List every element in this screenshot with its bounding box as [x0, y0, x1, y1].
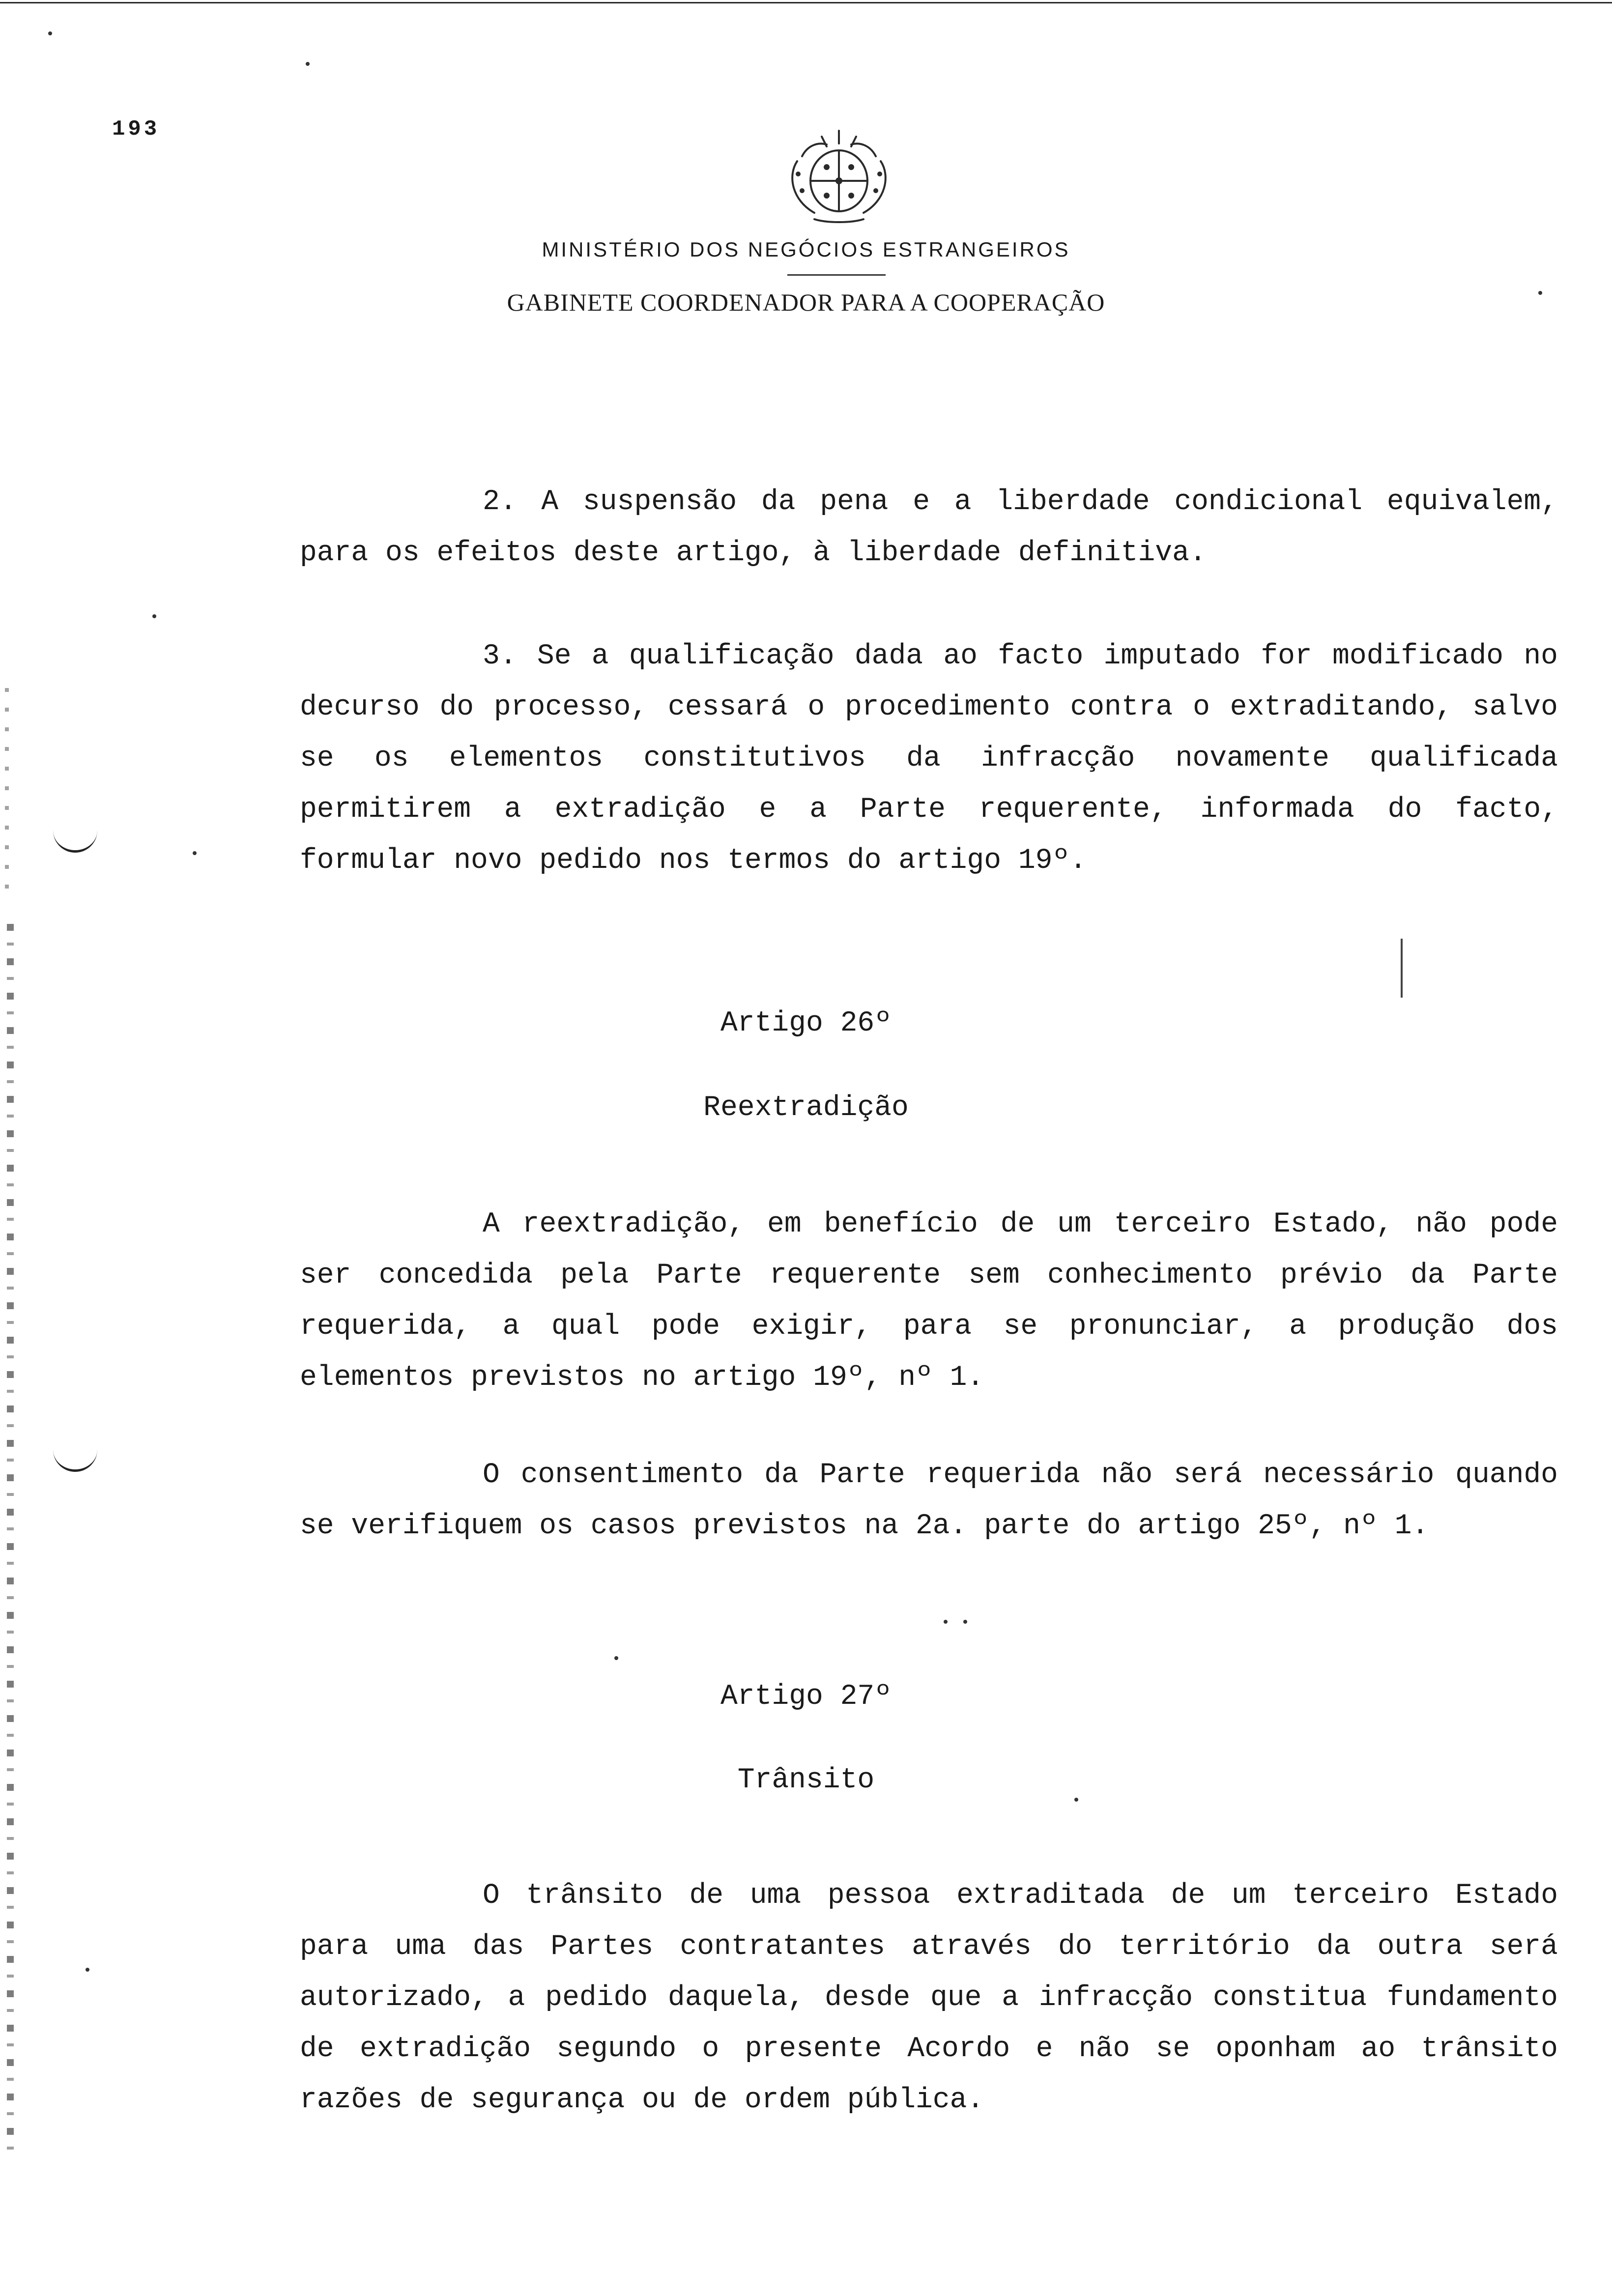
article-27-paragraph-1: O trânsito de uma pessoa extraditada de um terceiro Estado para uma das Partes contratantes através do território da outra será autorizado, a pedido daquela, desde que a infracção constitua fundamento de extradição segundo o presente Acordo e não se oponham ao trânsito razões de segurança ou de ordem pública. [300, 1880, 1558, 2116]
cabinet-name: GABINETE COORDENADOR PARA A COOPERAÇÃO [507, 288, 1105, 316]
margin-scan-marks-upper [5, 688, 9, 899]
top-scan-border [0, 2, 1612, 3]
scan-speck [944, 1620, 948, 1624]
paragraph-2: 2. A suspensão da pena e a liberdade condicional equivalem, para os efeitos deste artigo, à liberdade definitiva. [300, 486, 1558, 569]
scan-speck [306, 62, 310, 66]
scan-speck [193, 851, 197, 855]
article-27-number: Artigo 27º [720, 1681, 892, 1713]
ministry-name: MINISTÉRIO DOS NEGÓCIOS ESTRANGEIROS [542, 238, 1070, 261]
punch-hole-mark-lower [53, 1450, 97, 1472]
scan-speck [152, 614, 156, 618]
article-26-paragraph-1: A reextradição, em benefício de um terceiro Estado, não pode ser concedida pela Parte requerente sem conhecimento prévio da Parte requerida, a qual pode exigir, para se pronunciar, a produção dos elementos previstos no artigo 19º, nº 1. [300, 1208, 1558, 1394]
article-26-number: Artigo 26º [720, 1007, 892, 1039]
punch-hole-mark-upper [53, 831, 97, 853]
scan-speck [48, 31, 52, 35]
scan-speck [1074, 1798, 1078, 1802]
scan-vertical-mark [1401, 939, 1403, 998]
scan-speck [963, 1620, 967, 1624]
page-number: 193 [112, 117, 160, 142]
article-26-title: Reextradição [703, 1092, 909, 1124]
coat-of-arms-emblem-icon [768, 127, 910, 225]
article-26-paragraph-2: O consentimento da Parte requerida não será necessário quando se verifiquem os casos previstos na 2a. parte do artigo 25º, nº 1. [300, 1459, 1558, 1542]
paragraph-3: 3. Se a qualificação dada ao facto imputado for modificado no decurso do processo, cessará o procedimento contra o extraditando, salvo se os elementos constitutivos da infracção novamente qualificada permitirem a extradição e a Parte requerente, informada do facto, formular novo pedido nos termos do artigo 19º. [300, 640, 1558, 877]
scan-speck [86, 1968, 89, 1972]
scan-speck [614, 1656, 618, 1660]
header-divider [787, 274, 886, 276]
article-27-title: Trânsito [737, 1764, 875, 1796]
